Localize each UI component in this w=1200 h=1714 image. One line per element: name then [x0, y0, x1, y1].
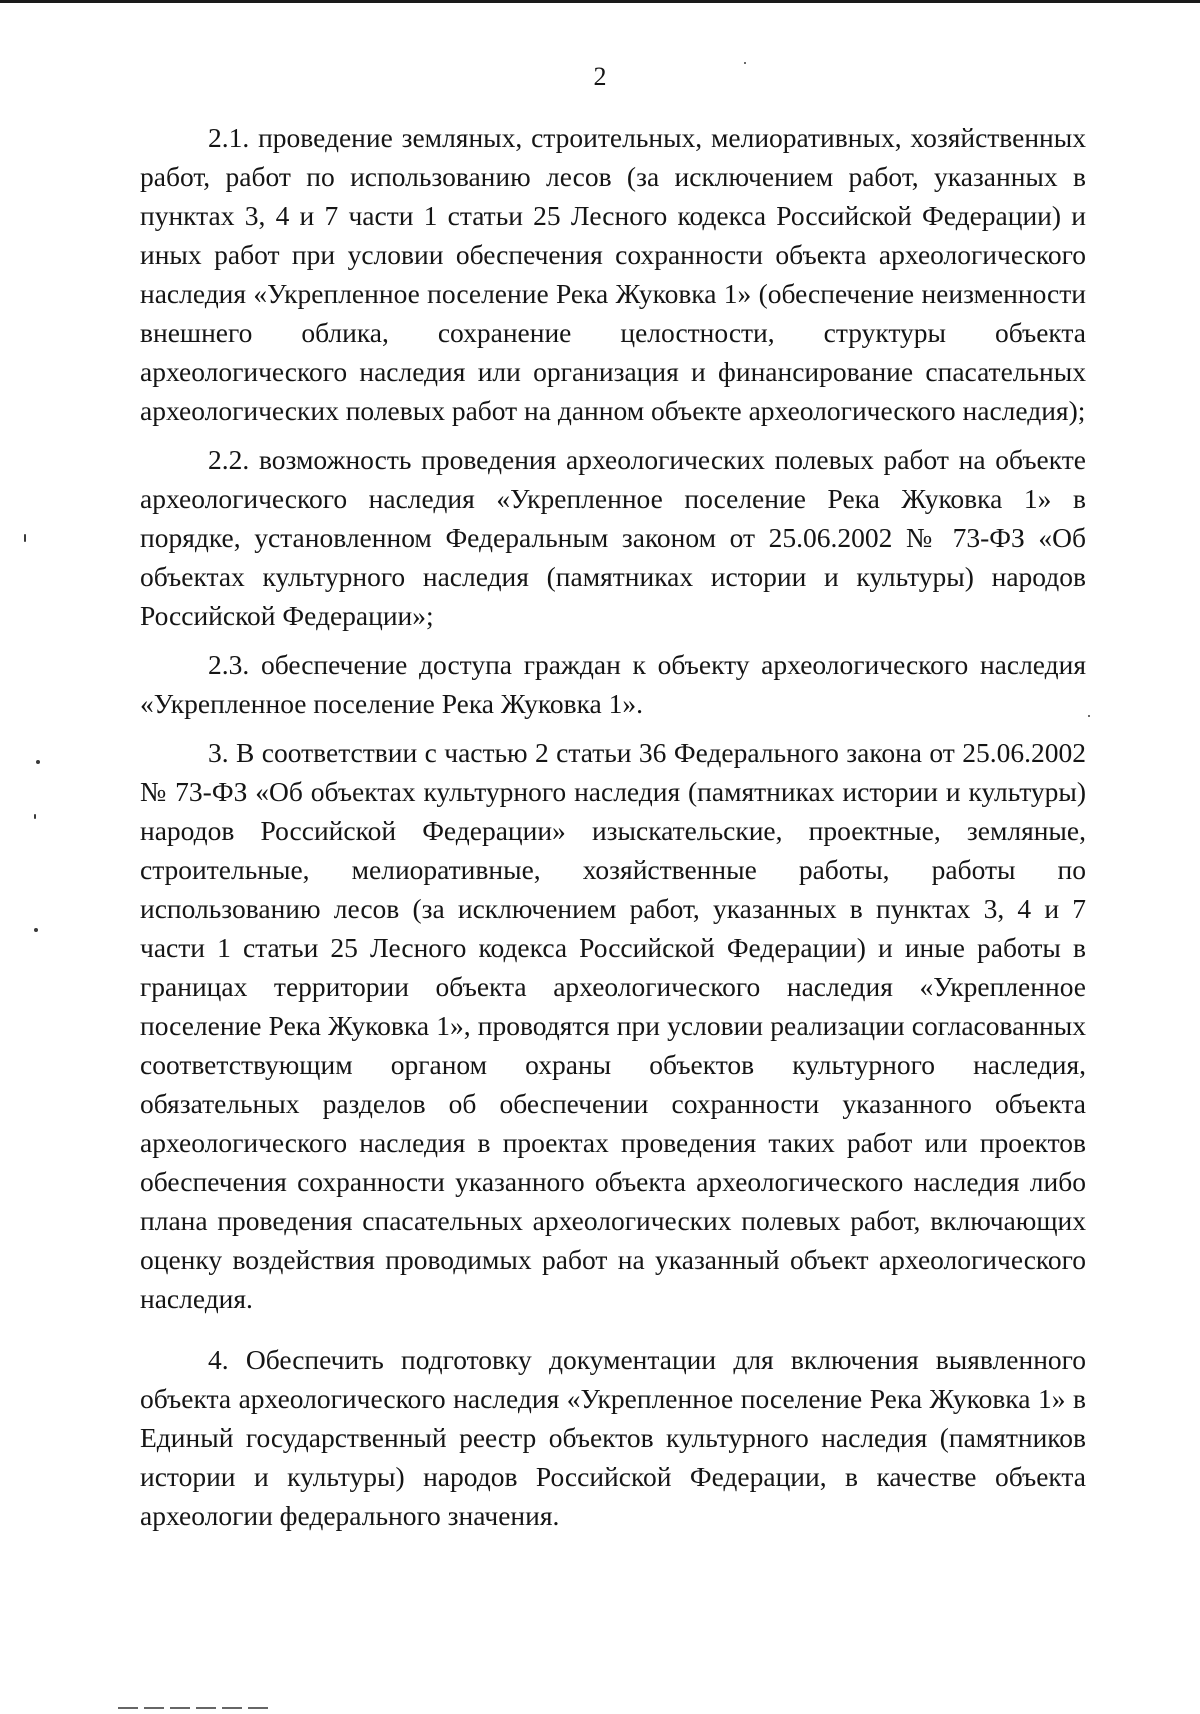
scan-bottom-edge [118, 1707, 268, 1709]
scan-speck [36, 760, 40, 764]
paragraph-2-3: 2.3. обеспечение доступа граждан к объекту археологического наследия «Укрепленное поселение Река Жуковка 1». [140, 649, 1086, 719]
paragraph-2-1: 2.1. проведение земляных, строительных, мелиоративных, хозяйственных работ, работ по использованию лесов (за исключением работ, указанных в пунктах 3, 4 и 7 части 1 статьи 25 Лесного кодекса Российской Федерации) и иных работ при условии обеспечения сохранности объекта археологического наследия «Укрепленное поселение Река Жуковка 1» (обеспечение неизменности внешнего облика, сохранение целостности, структуры объекта археологического наследия или организация и финансирование спасательных археологических полевых работ на данном объекте археологического наследия); [140, 122, 1086, 426]
scan-speck [744, 62, 746, 64]
scan-speck [1088, 715, 1090, 717]
paragraph-4: 4. Обеспечить подготовку документации для включения выявленного объекта археологического наследия «Укрепленное поселение Река Жуковка 1» в Единый государственный реестр объектов культурного наследия (памятников истории и культуры) народов Российской Федерации, в качестве объекта археологии федерального значения. [140, 1344, 1086, 1531]
page-number: 2 [593, 62, 607, 91]
scan-top-edge [0, 0, 1200, 3]
document-body [140, 118, 1086, 1545]
paragraph-2-2: 2.2. возможность проведения археологических полевых работ на объекте археологического наследия «Укрепленное поселение Река Жуковка 1» в порядке, установленном Федеральным законом от 25.06.2002 № 73-ФЗ «Об объектах культурного наследия (памятниках истории и культуры) народов Российской Федерации»; [140, 444, 1086, 631]
paragraph-3: 3. В соответствии с частью 2 статьи 36 Федерального закона от 25.06.2002 № 73-ФЗ «Об объектах культурного наследия (памятниках истории и культуры) народов Российской Федерации» изыскательские, проектные, земляные, строительные, мелиоративные, хозяйственные работы, работы по использованию лесов (за исключением работ, указанных в пунктах 3, 4 и 7 части 1 статьи 25 Лесного кодекса Российской Федерации) и иные работы в границах территории объекта археологического наследия «Укрепленное поселение Река Жуковка 1», проводятся при условии реализации согласованных соответствующим органом охраны объектов культурного наследия, обязательных разделов об обеспечении сохранности указанного объекта археологического наследия в проектах проведения таких работ или проектов обеспечения сохранности указанного объекта археологического наследия либо плана проведения спасательных археологических полевых работ, включающих оценку воздействия проводимых работ на указанный объект археологического наследия. [140, 737, 1086, 1314]
scan-speck [34, 814, 36, 819]
scan-speck [24, 534, 26, 542]
scan-speck [34, 928, 38, 932]
